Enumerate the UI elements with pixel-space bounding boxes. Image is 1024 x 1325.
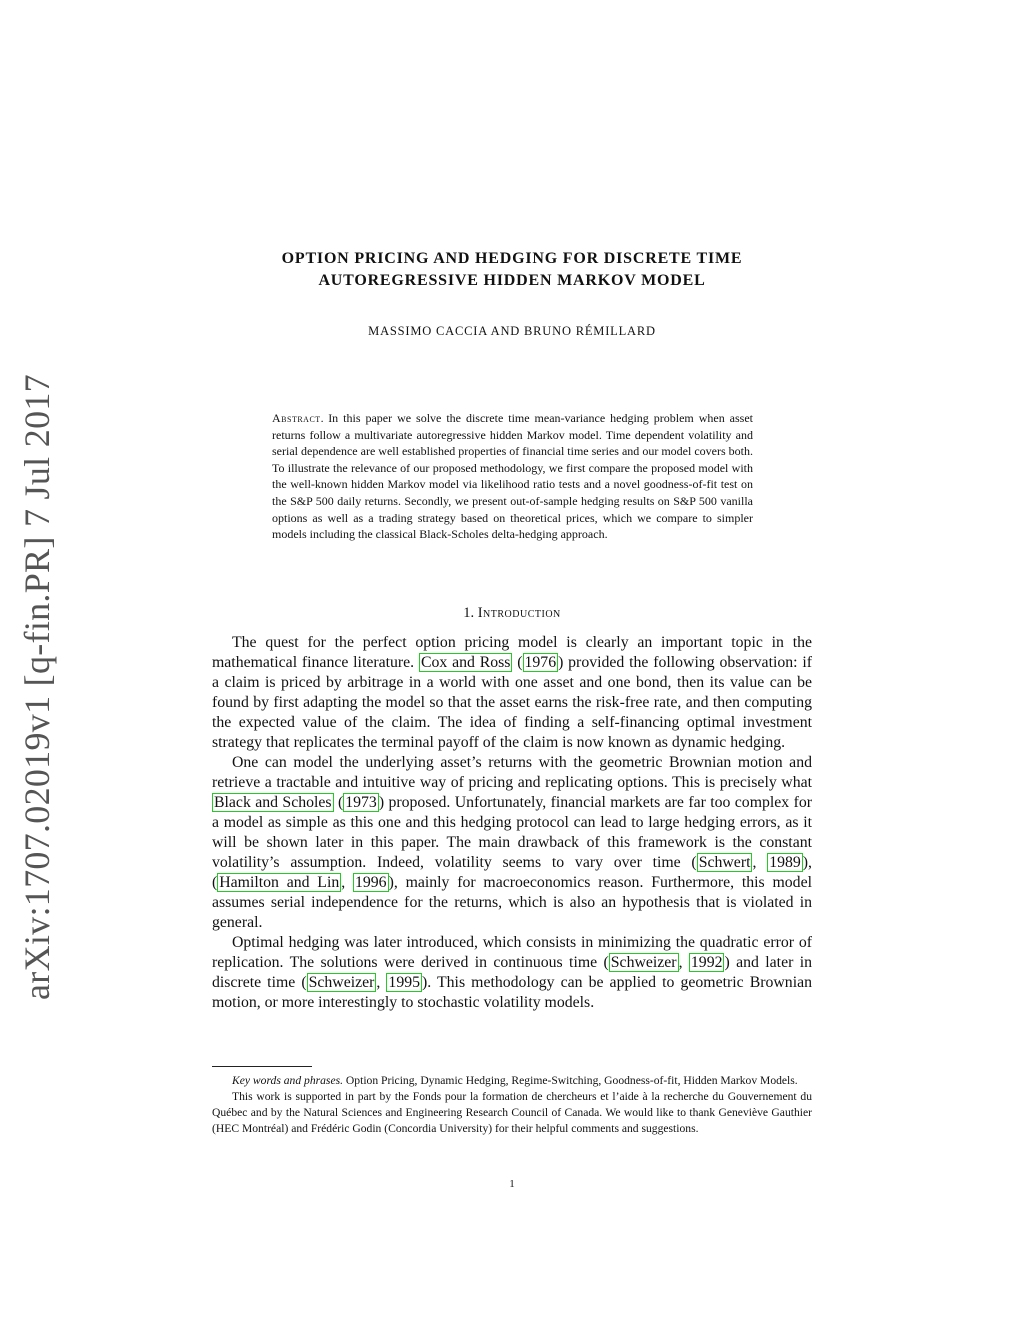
section-number: 1.	[463, 605, 475, 621]
introduction-body	[212, 633, 812, 1013]
footnotes	[212, 1073, 812, 1137]
funding-footnote: This work is supported in part by the Fonds pour la formation de chercheurs et l’aide à la recherche du Gouvernement du Québec and by the Natural Sciences and Engineering Research Council of Canada. We would like to thank Geneviève Gauthier (HEC Montréal) and Frédéric Godin (Concordia University) for their helpful comments and suggestions.	[212, 1090, 812, 1135]
citation-link[interactable]: Schwert	[698, 854, 751, 871]
paper-title	[180, 248, 844, 292]
paragraph-text: ). This methodology can be applied to geometric Brownian motion, or more interestingly to stochastic volatility models.	[212, 974, 812, 1011]
keywords-label: Key words and phrases.	[232, 1074, 344, 1087]
arxiv-identifier-stamp[interactable]: arXiv:1707.02019v1 [q-fin.PR] 7 Jul 2017	[17, 374, 57, 1000]
paragraph-3: Optimal hedging was later introduced, which consists in minimizing the quadratic error of replication. The solutions were derived in continuous time ( Schweizer , 1992 ) and later in discrete time ( Schweizer , 1995 ). This methodology can be applied to geometric Brownian motion, or more interestingly to stochastic volatility models.	[212, 934, 812, 1011]
citation-year-link[interactable]: 1976	[524, 654, 557, 671]
paragraph-text: ), mainly for macroeconomics reason. Furthermore, this model assumes serial independence for the returns, which is also an hypothesis that is violated in general.	[212, 874, 812, 931]
paragraph-2: One can model the underlying asset’s returns with the geometric Brownian motion and retrieve a tractable and intuitive way of pricing and replicating options. This is precisely what Black and Scholes ( 1973 ) proposed. Unfortunately, financial markets are far too complex for a model as simple as this one and this hedging protocol can lead to large hedging errors, as it will be shown later in this paper. The main drawback of this framework is the constant volatility’s assumption. Indeed, volatility seems to vary over time ( Schwert , 1989 ), ( Hamilton and Lin , 1996 ), mainly for macroeconomics reason. Furthermore, this model assumes serial independence for the returns, which is also an hypothesis that is violated in general.	[212, 754, 812, 931]
citation-link[interactable]: Hamilton and Lin	[219, 874, 340, 891]
citation-link[interactable]: Cox and Ross	[420, 654, 511, 671]
citation-link[interactable]: Schweizer	[308, 974, 375, 991]
footnote-divider	[212, 1066, 312, 1067]
keywords-footnote	[212, 1073, 812, 1089]
keywords-text: Option Pricing, Dynamic Hedging, Regime-Switching, Goodness-of-fit, Hidden Markov Models.	[345, 1074, 798, 1087]
section-title: Introduction	[477, 605, 561, 621]
paragraph-text: Optimal hedging was later introduced, which consists in minimizing the quadratic error of replication. The solutions were derived in continuous time (	[212, 934, 812, 971]
author-list: MASSIMO CACCIA AND BRUNO RÉMILLARD	[368, 324, 656, 338]
citation-year-link[interactable]: 1995	[388, 974, 421, 991]
page-number: 1	[509, 1178, 515, 1190]
citation-year-link[interactable]: 1973	[345, 794, 377, 811]
paragraph-text: proposed. Unfortunately, financial markets are far too complex for a model as simple as this one and this hedging protocol can lead to large hedging errors, as it will be shown later in this paper. The main drawback of this framework is the constant volatility’s assumption. Indeed, volatility seems to vary over time (	[212, 794, 812, 871]
paragraph-text: ) and later in discrete time (	[212, 954, 812, 991]
citation-link[interactable]: Schweizer	[610, 954, 677, 971]
citation-year-link[interactable]: 1996	[354, 874, 387, 891]
paragraph-text: The quest for the perfect option pricing model is clearly an important topic in the mathematical finance literature.	[212, 634, 812, 671]
citation-year-link[interactable]: 1989	[769, 854, 801, 871]
paragraph-text: One can model the underlying asset’s returns with the geometric Brownian motion and retrieve a tractable and intuitive way of pricing and replicating options. This is precisely what	[212, 754, 812, 791]
paragraph-1: The quest for the perfect option pricing model is clearly an important topic in the mathematical finance literature. Cox and Ross ( 1976 ) provided the following observation: if a claim is priced by arbitrage in a world with one asset and one bond, then its value can be found by first adapting the model so that the asset earns the risk-free rate, and then computing the expected value of the claim. The idea of finding a self-financing optimal investment strategy that replicates the terminal payoff of the claim is now known as dynamic hedging.	[212, 634, 812, 751]
title-line-2: AUTOREGRESSIVE HIDDEN MARKOV MODEL	[318, 272, 706, 289]
citation-link[interactable]: Black and Scholes	[214, 794, 332, 811]
abstract-text: In this paper we solve the discrete time mean-variance hedging problem when asset returns follow a multivariate autoregressive hidden Markov model. Time dependent volatility and serial dependence are well established properties of financial time series and our model covers both. To illustrate the relevance of our proposed methodology, we first compare the proposed model with the well-known hidden Markov model via likelihood ratio tests and a novel goodness-of-fit test on the S&P 500 daily returns. Secondly, we present out-of-sample hedging results on S&P 500 vanilla options as well as a trading strategy based on theoretical prices, which we compare to simpler models including the classical Black-Scholes delta-hedging approach.	[272, 411, 753, 542]
paragraph-text: provided the following observation: if a claim is priced by arbitrage in a world with one asset and one bond, then its value can be found by first adapting the model so that the asset earns the risk-free rate, and then computing the expected value of the claim. The idea of finding a self-financing optimal investment strategy that replicates the terminal payoff of the claim is now known as dynamic hedging.	[212, 654, 812, 751]
citation-year-link[interactable]: 1992	[690, 954, 723, 971]
section-heading	[180, 605, 844, 622]
abstract	[272, 410, 753, 543]
abstract-label: Abstract.	[272, 411, 325, 425]
title-line-1: OPTION PRICING AND HEDGING FOR DISCRETE TIME	[281, 250, 743, 267]
